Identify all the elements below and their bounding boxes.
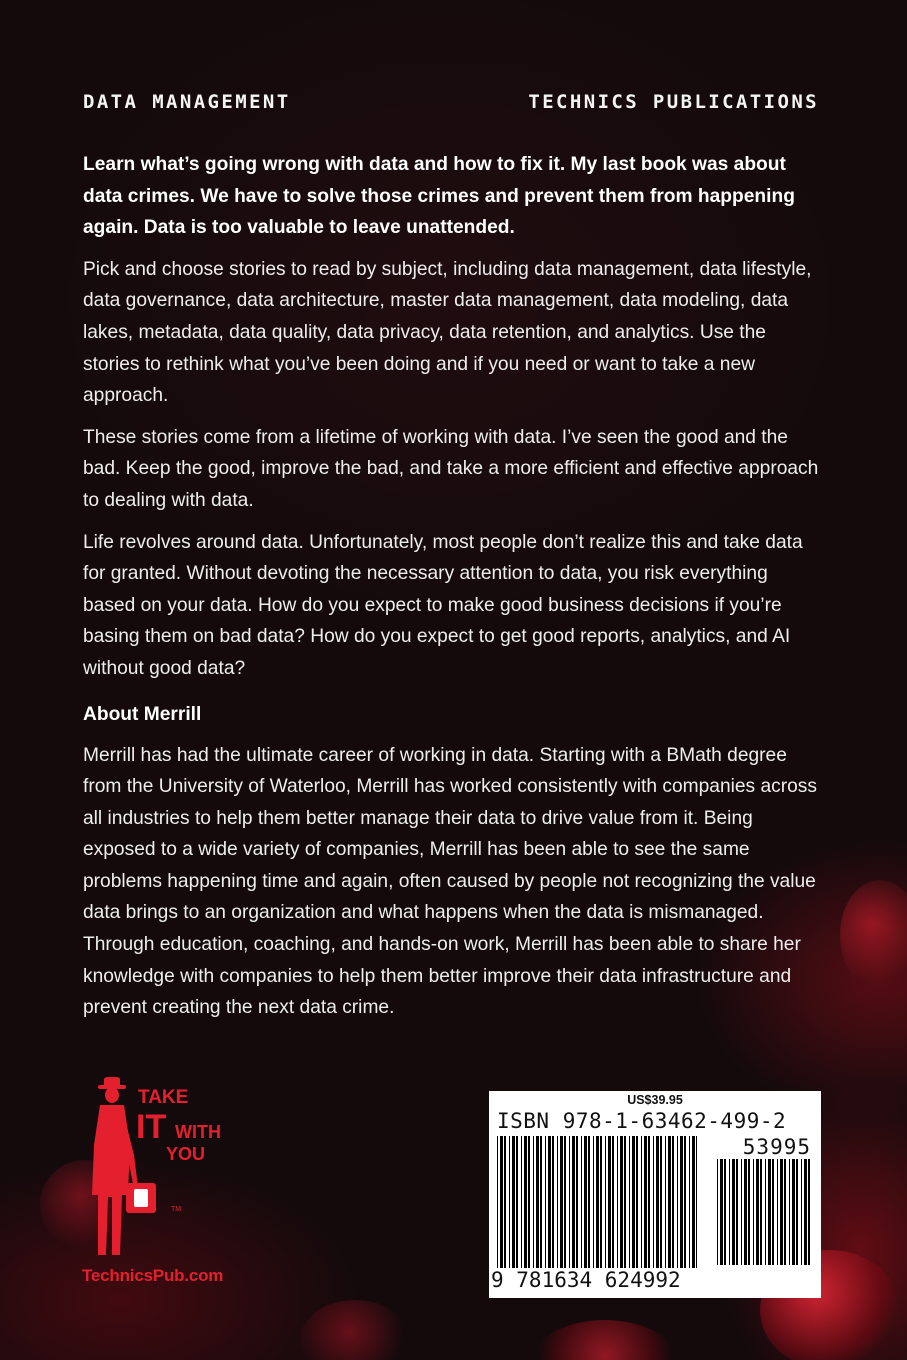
logo-text-take: TAKE [138, 1087, 189, 1108]
barcode-bar [768, 1159, 771, 1265]
blood-drop-decoration [300, 1300, 410, 1360]
barcode-bar [808, 1159, 810, 1265]
barcode-bar [512, 1136, 515, 1268]
lead-paragraph: Learn what’s going wrong with data and how to fix it. My last book was about data crimes. We have to solve those crimes and prevent them from happening again. Data is too valuable to leave unattended. [83, 154, 795, 239]
barcode-bar [644, 1136, 647, 1268]
barcode-bar [720, 1159, 723, 1265]
barcode-bar [636, 1136, 638, 1268]
barcode-bar [504, 1136, 506, 1268]
barcode-bar [784, 1159, 786, 1265]
barcode-bar [596, 1136, 599, 1268]
barcode-bar [612, 1136, 614, 1268]
barcode-bar [668, 1136, 671, 1268]
barcode-bar [497, 1136, 498, 1268]
barcode-bar [545, 1136, 546, 1268]
category-label: DATA MANAGEMENT [83, 91, 291, 113]
barcode-bar [689, 1136, 690, 1268]
ean-digits: 9 781634 624992 [491, 1268, 681, 1292]
barcode-bar [572, 1136, 575, 1268]
barcode-bar [653, 1136, 654, 1268]
barcode-bar [753, 1159, 754, 1265]
barcode-bar [760, 1159, 762, 1265]
barcode-bar [641, 1136, 642, 1268]
about-paragraph: Merrill has had the ultimate career of working in data. Starting with a BMath degree from the University of Waterloo, Merrill has worked consistently with companies across all industries to help them better manage their data to drive value from it. Being exposed to a wide variety of companies, Merrill has been able to see the same problems happening time and again, often caused by people not recognizing the value data brings to an organization and what happens when the data is mismanaged. Through education, coaching, and hands-on work, Merrill has been able to share her knowledge with companies to help them better improve their data infrastructure and prevent creating the next data crime. [83, 744, 817, 1019]
barcode-bar [528, 1136, 530, 1268]
barcode-bar [509, 1136, 510, 1268]
barcode-bar [629, 1136, 630, 1268]
barcode-bar [632, 1136, 635, 1268]
ean-barcode-bars [497, 1136, 697, 1268]
barcode-bar [560, 1136, 563, 1268]
barcode-bar [736, 1159, 738, 1265]
barcode-bar [608, 1136, 611, 1268]
barcode-bar [620, 1136, 623, 1268]
barcode-bar [789, 1159, 790, 1265]
isbn-text: ISBN 978-1-63462-499-2 [497, 1109, 787, 1133]
logo-text-it: IT [136, 1108, 167, 1146]
barcode-bar [660, 1136, 662, 1268]
barcode-bar [680, 1136, 683, 1268]
barcode-bar [540, 1136, 542, 1268]
barcode-bar [536, 1136, 539, 1268]
barcode-bar [696, 1136, 697, 1268]
barcode-bar [744, 1159, 747, 1265]
barcode-bar [624, 1136, 626, 1268]
barcode-bar [500, 1136, 503, 1268]
price-addon-code: 53995 [742, 1135, 811, 1159]
publisher-name: TECHNICS PUBLICATIONS [528, 91, 819, 113]
blood-drop-decoration [530, 1320, 680, 1360]
barcode-bar [584, 1136, 587, 1268]
barcode-bar [564, 1136, 566, 1268]
barcode-bar [692, 1136, 695, 1268]
body-paragraph: These stories come from a lifetime of working with data. I’ve seen the good and the bad. Keep the good, improve the bad, and take a more efficient and effective approach to dealing with data. [83, 426, 819, 511]
detective-figure-icon [82, 1075, 252, 1265]
barcode-bar [729, 1159, 730, 1265]
logo-text-with: WITH [175, 1122, 221, 1142]
barcode-bar [581, 1136, 582, 1268]
barcode-bar [593, 1136, 594, 1268]
barcode-bar [600, 1136, 602, 1268]
about-heading: About Merrill [83, 703, 202, 725]
barcode-bar [777, 1159, 778, 1265]
barcode-bar [576, 1136, 578, 1268]
barcode-bar [796, 1159, 798, 1265]
barcode-bar [516, 1136, 518, 1268]
barcode-bar [677, 1136, 678, 1268]
barcode-bar [741, 1159, 742, 1265]
price-label: US$39.95 [627, 1093, 683, 1107]
barcode-bar [648, 1136, 650, 1268]
barcode-bar [617, 1136, 618, 1268]
barcode-bar [748, 1159, 750, 1265]
barcode-bar [524, 1136, 527, 1268]
barcode-bar [765, 1159, 766, 1265]
barcode-bar [569, 1136, 570, 1268]
barcode-bar [732, 1159, 735, 1265]
addon-barcode-bars [717, 1159, 811, 1265]
body-paragraph: Life revolves around data. Unfortunately, most people don’t realize this and take data for granted. Without devoting the necessary attention to data, you risk everything based on your data. How do you expect to make good business decisions if you’re basing them on bad data? How do you expect to get good reports, analytics, and AI without good data? [83, 531, 803, 679]
barcode-bar [533, 1136, 534, 1268]
barcode-bar [772, 1159, 774, 1265]
barcode-bar [756, 1159, 759, 1265]
logo-text-you: YOU [166, 1144, 206, 1164]
barcode-bar [548, 1136, 551, 1268]
barcode-bar [557, 1136, 558, 1268]
barcode-bar [665, 1136, 666, 1268]
barcode-bar [780, 1159, 783, 1265]
isbn-barcode [489, 1091, 821, 1298]
barcode-bar [804, 1159, 807, 1265]
barcode-bar [605, 1136, 606, 1268]
barcode-bar [672, 1136, 674, 1268]
publisher-url: TechnicsPub.com [82, 1266, 224, 1285]
trademark-mark: TM [171, 1206, 182, 1213]
blood-drop-decoration [840, 880, 907, 990]
back-cover-text [83, 149, 819, 1034]
barcode-bar [684, 1136, 686, 1268]
take-it-with-you-logo [82, 1075, 252, 1290]
barcode-bar [792, 1159, 795, 1265]
barcode-bar [552, 1136, 554, 1268]
barcode-bar [724, 1159, 726, 1265]
barcode-bar [656, 1136, 659, 1268]
barcode-bar [588, 1136, 590, 1268]
barcode-bar [521, 1136, 522, 1268]
cover-header [83, 89, 819, 115]
barcode-bar [717, 1159, 718, 1265]
body-paragraph: Pick and choose stories to read by subject, including data management, data lifestyle, data governance, data architecture, master data management, data modeling, data lakes, metadata, data quality, data privacy, data retention, and analytics. Use the stories to rethink what you’ve been doing and if you need or want to take a new approach. [83, 258, 812, 407]
barcode-bar [801, 1159, 802, 1265]
